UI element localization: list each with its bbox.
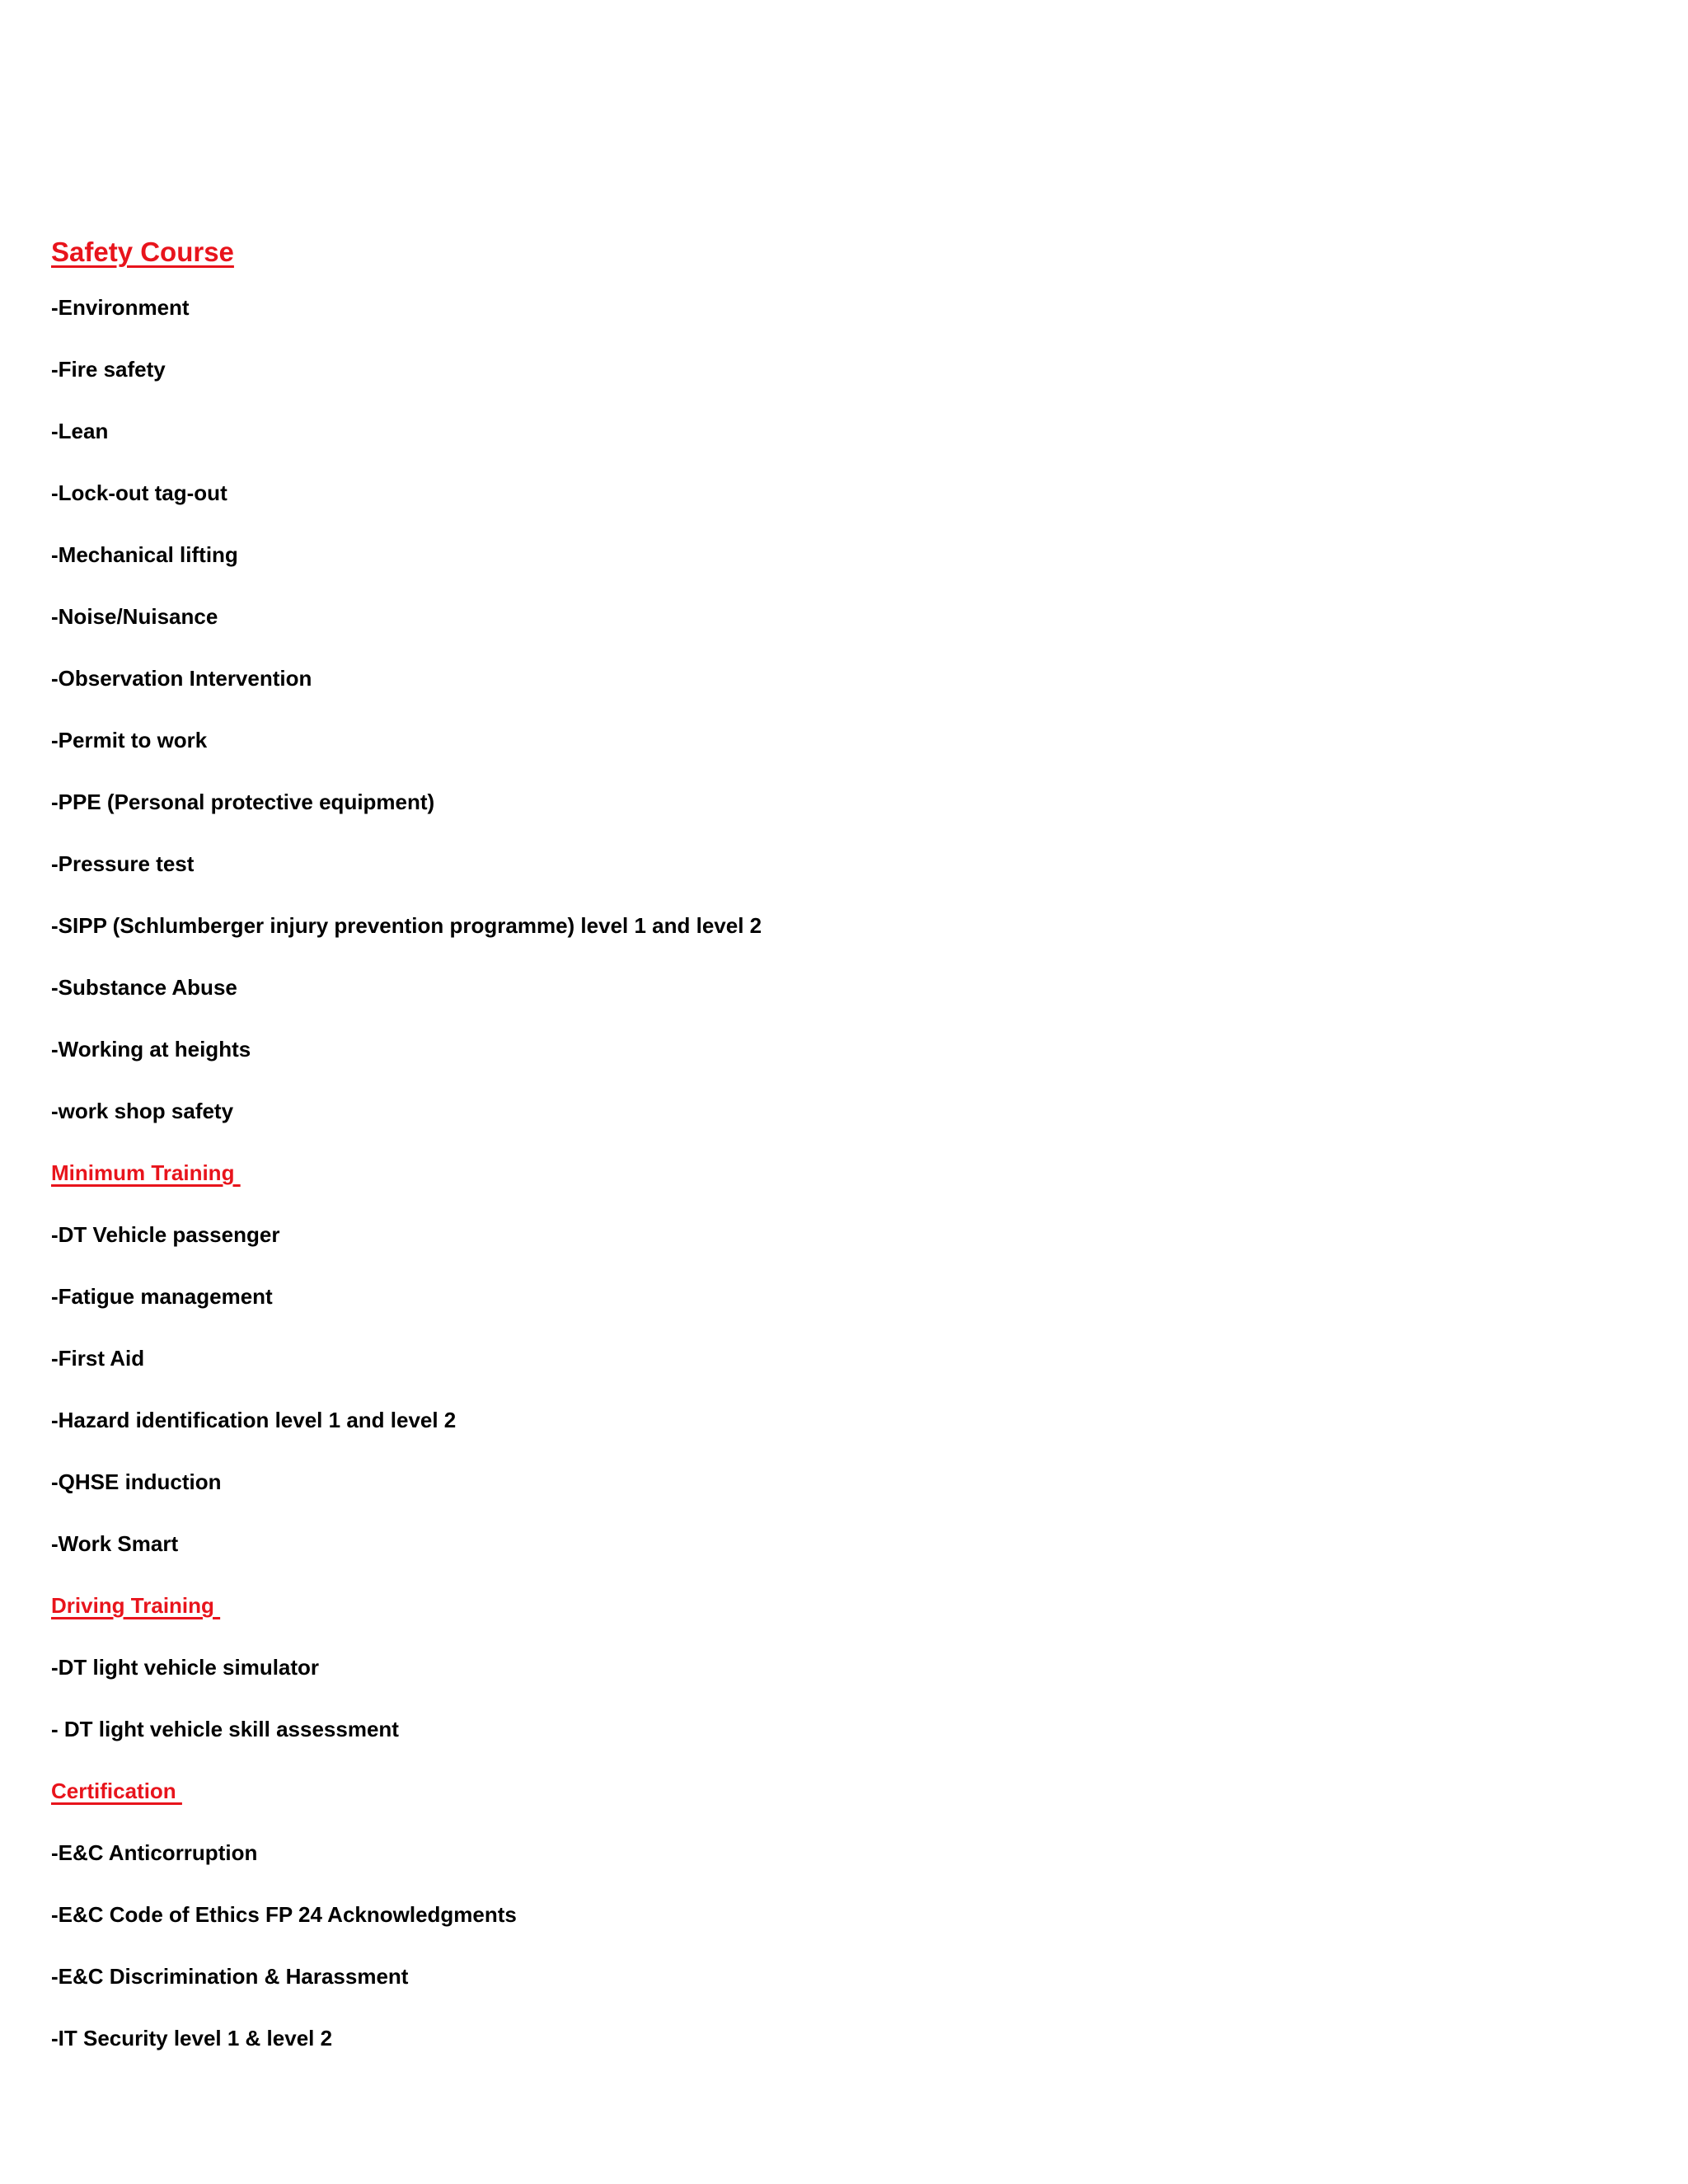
list-item: -Work Smart (51, 1531, 179, 1556)
list-item: -Hazard identification level 1 and level 2 (51, 1408, 457, 1432)
list-item: -SIPP (Schlumberger injury prevention programme) level 1 and level 2 (51, 913, 762, 938)
section-safety-course (51, 236, 1617, 1125)
section-heading-driving-training: Driving Training (51, 1593, 221, 1618)
section-heading-minimum-training: Minimum Training (51, 1160, 241, 1185)
list-item: -Pressure test (51, 851, 195, 876)
section-certification (51, 1777, 1617, 2052)
list-item: -Observation Intervention (51, 666, 312, 691)
list-item: -DT light vehicle simulator (51, 1655, 320, 1680)
list-item: -Fire safety (51, 357, 166, 382)
section-heading-safety-course: Safety Course (51, 237, 234, 267)
list-item: -Lock-out tag-out (51, 480, 227, 505)
list-item: -E&C Discrimination & Harassment (51, 1964, 409, 1989)
list-item: -Fatigue management (51, 1284, 273, 1309)
section-heading-certification: Certification (51, 1779, 182, 1803)
section-driving-training (51, 1591, 1617, 1743)
list-item: -Substance Abuse (51, 975, 237, 1000)
list-item: -Lean (51, 419, 109, 443)
list-item: -IT Security level 1 & level 2 (51, 2026, 333, 2050)
list-item: -PPE (Personal protective equipment) (51, 790, 435, 814)
list-item: -QHSE induction (51, 1469, 222, 1494)
list-item: -DT Vehicle passenger (51, 1222, 280, 1247)
list-item: -Working at heights (51, 1037, 251, 1062)
list-item: -E&C Code of Ethics FP 24 Acknowledgments (51, 1902, 517, 1927)
document-page (51, 236, 1617, 2086)
section-minimum-training (51, 1159, 1617, 1558)
list-item: -First Aid (51, 1346, 145, 1371)
list-item: -Noise/Nuisance (51, 604, 218, 629)
list-item: -E&C Anticorruption (51, 1840, 258, 1865)
list-item: - DT light vehicle skill assessment (51, 1717, 399, 1741)
list-item: -Permit to work (51, 728, 208, 752)
list-item: -work shop safety (51, 1099, 234, 1123)
list-item: -Mechanical lifting (51, 542, 238, 567)
list-item: -Environment (51, 295, 190, 320)
